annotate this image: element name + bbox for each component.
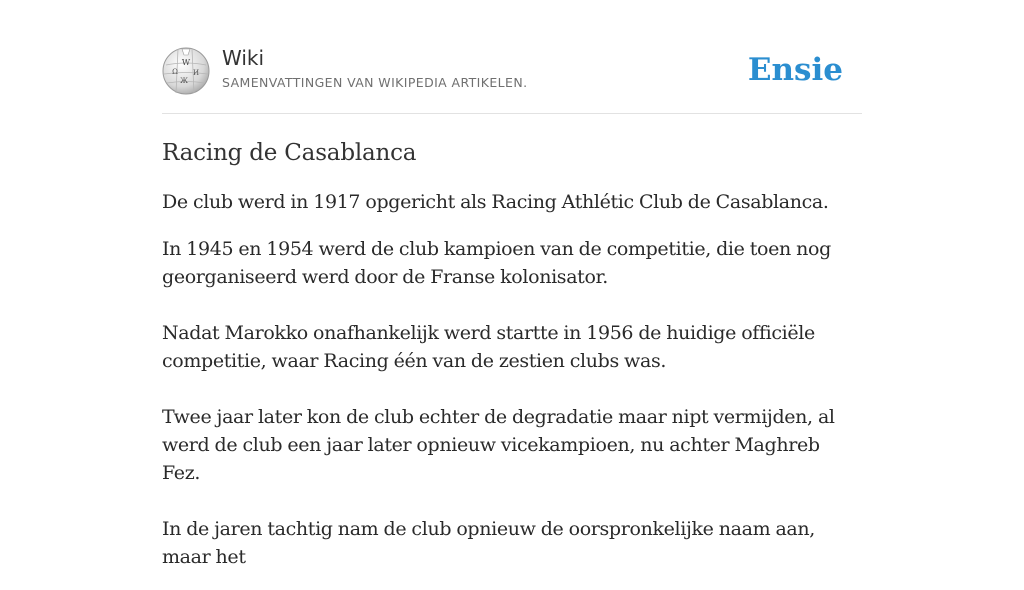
svg-text:Ж: Ж (180, 77, 188, 85)
svg-text:Ω: Ω (172, 68, 178, 76)
svg-text:W: W (181, 58, 191, 67)
svg-text:И: И (192, 69, 200, 77)
article-title: Racing de Casablanca (162, 140, 417, 166)
article-paragraph-5: In de jaren tachtig nam de club opnieuw de oorspronkelijke naam aan, maar het (162, 518, 815, 568)
wikipedia-globe-icon[interactable] (162, 47, 210, 95)
article-paragraph-4: Twee jaar later kon de club echter de degradatie maar nipt vermijden, al werd de club een jaar later opnieuw vicekampioen, nu achter Maghreb Fez. (162, 406, 835, 484)
article-paragraph-1: De club werd in 1917 opgericht als Racing Athlétic Club de Casablanca. (162, 191, 829, 213)
article-content (162, 136, 862, 590)
site-title[interactable]: Wiki (222, 46, 265, 70)
header-divider (162, 113, 862, 114)
site-tagline: SAMENVATTINGEN VAN WIKIPEDIA ARTIKELEN. (222, 75, 528, 90)
article-paragraph-2: In 1945 en 1954 werd de club kampioen van de competitie, die toen nog georganiseerd werd door de Franse kolonisator. (162, 238, 831, 288)
article-paragraph-3: Nadat Marokko onafhankelijk werd startte in 1956 de huidige officiële competitie, waar Racing één van de zestien clubs was. (162, 322, 815, 372)
site-header (162, 46, 862, 96)
brand-logo[interactable]: Ensie (747, 52, 843, 88)
